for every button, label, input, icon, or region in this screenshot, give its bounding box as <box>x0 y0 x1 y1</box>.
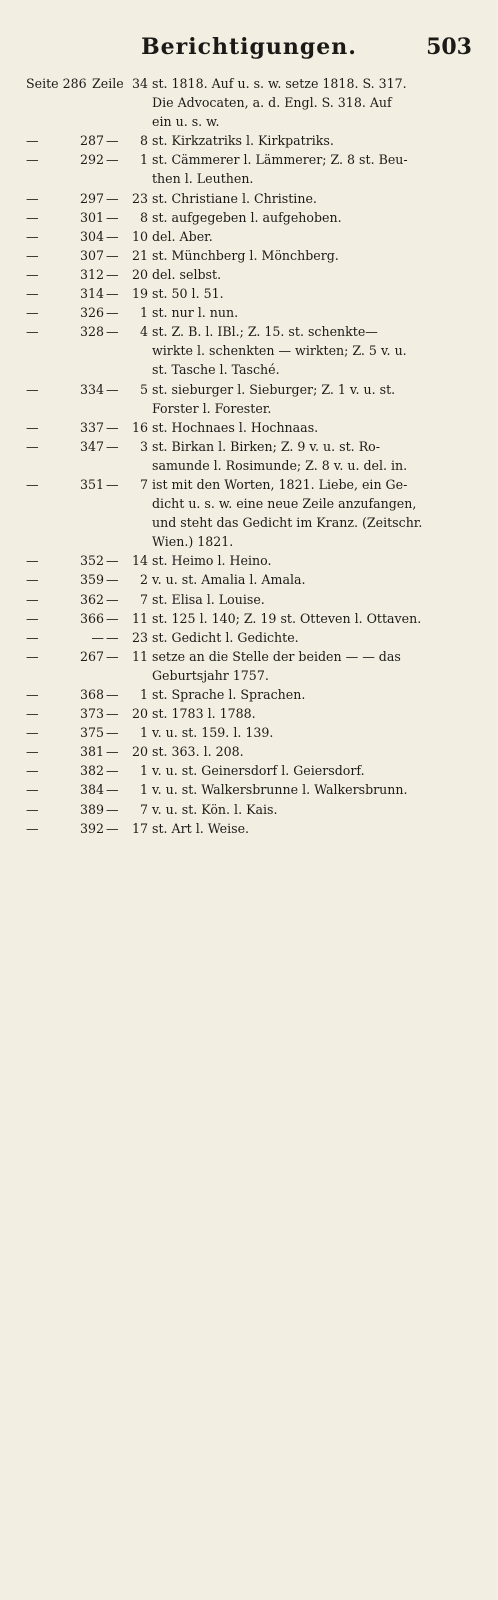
errata-entry <box>26 609 472 628</box>
correction-text <box>152 284 472 303</box>
line-number: 19 <box>131 286 148 302</box>
errata-entry <box>26 131 472 150</box>
page-reference: 368 <box>79 687 104 702</box>
entry-reference <box>26 647 148 666</box>
dash: — <box>26 801 38 817</box>
dash: — <box>26 744 38 760</box>
line-number: 23 <box>131 629 148 645</box>
dash: — <box>106 438 118 454</box>
dash: — <box>106 591 118 607</box>
dash: — <box>26 381 38 397</box>
errata-entry <box>26 819 472 838</box>
dash: — <box>26 266 38 282</box>
correction-line: st. 1783 l. 1788. <box>152 706 256 722</box>
entry-reference <box>26 761 148 780</box>
page-reference: 382 <box>79 763 104 779</box>
correction-text <box>152 551 472 570</box>
entry-reference <box>26 819 148 838</box>
dash: — <box>26 782 38 798</box>
correction-text <box>152 380 472 418</box>
page-reference: 328 <box>79 324 104 340</box>
correction-line: st. 50 l. 51. <box>152 286 224 302</box>
page-reference: 287 <box>79 133 104 149</box>
correction-line: v. u. st. Amalia l. Amala. <box>152 572 306 588</box>
dash: — <box>106 782 118 798</box>
correction-text <box>152 74 472 131</box>
dash: — <box>26 553 38 569</box>
entry-reference <box>26 208 148 227</box>
line-number: 11 <box>131 648 148 664</box>
dash: — <box>26 286 38 302</box>
line-number: 8 <box>139 133 148 149</box>
errata-entry <box>26 704 472 723</box>
entry-reference <box>26 246 148 265</box>
entry-reference <box>26 570 148 589</box>
line-number: 20 <box>131 706 148 722</box>
entry-reference <box>26 418 148 437</box>
correction-line: st. 1818. Auf u. s. w. setze 1818. S. 317. <box>152 76 407 91</box>
line-number: 17 <box>131 820 148 836</box>
correction-text <box>152 418 472 437</box>
dash: — <box>106 381 118 397</box>
correction-line: st. Heimo l. Heino. <box>152 553 272 569</box>
correction-line: del. selbst. <box>152 266 222 282</box>
entry-reference <box>26 322 148 341</box>
correction-line: st. sieburger l. Sieburger; Z. 1 v. u. st. <box>152 381 396 397</box>
dash: — <box>106 476 118 492</box>
correction-text <box>152 265 472 284</box>
correction-line: st. Z. B. l. IBl.; Z. 15. st. schenkte— <box>152 324 378 340</box>
dash: — <box>26 648 38 664</box>
correction-line: st. Tasche l. Tasché. <box>152 362 280 378</box>
line-number: 7 <box>139 591 148 607</box>
errata-entry <box>26 570 472 589</box>
correction-text <box>152 322 472 379</box>
dash: — <box>106 725 118 741</box>
dash: — <box>26 133 38 149</box>
entry-reference <box>26 780 148 799</box>
correction-text <box>152 742 472 761</box>
correction-line: Die Advocaten, a. d. Engl. S. 318. Auf <box>152 95 392 111</box>
dash: — <box>26 152 38 168</box>
correction-text <box>152 647 472 685</box>
errata-entry <box>26 761 472 780</box>
correction-line: st. Gedicht l. Gedichte. <box>152 629 299 645</box>
correction-text <box>152 723 472 742</box>
correction-line: Wien.) 1821. <box>152 534 234 550</box>
page-reference: 366 <box>79 610 104 626</box>
errata-entry <box>26 551 472 570</box>
correction-text <box>152 150 472 188</box>
correction-line: Forster l. Forester. <box>152 400 272 416</box>
line-number: 23 <box>131 190 148 206</box>
errata-entry <box>26 685 472 704</box>
line-number: 20 <box>131 266 148 282</box>
correction-text <box>152 819 472 838</box>
entry-reference <box>26 303 148 322</box>
page-reference: 334 <box>79 381 104 397</box>
correction-line: st. Art l. Weise. <box>152 820 250 836</box>
correction-line: st. aufgegeben l. aufgehoben. <box>152 209 342 225</box>
dash: — <box>106 266 118 282</box>
page-reference: 362 <box>79 591 104 607</box>
entry-reference <box>26 551 148 570</box>
dash: — <box>26 820 38 836</box>
entry-reference <box>26 284 148 303</box>
page-reference: 373 <box>79 706 104 722</box>
entry-reference <box>26 380 148 399</box>
correction-text <box>152 609 472 628</box>
zeile-label: Zeile <box>92 76 124 91</box>
dash: — <box>106 572 118 588</box>
errata-entry <box>26 475 472 551</box>
page-number: 503 <box>426 34 472 60</box>
errata-entry <box>26 189 472 208</box>
correction-text <box>152 800 472 819</box>
dash: — <box>106 247 118 263</box>
correction-text <box>152 303 472 322</box>
page-reference: 352 <box>79 553 104 569</box>
correction-line: wirkte l. schenkten — wirkten; Z. 5 v. u. <box>152 343 407 359</box>
errata-entry <box>26 284 472 303</box>
dash: — <box>26 209 38 225</box>
line-number: 7 <box>139 476 148 492</box>
dash: — <box>106 553 118 569</box>
dash: — <box>26 324 38 340</box>
correction-line: st. 363. l. 208. <box>152 744 244 760</box>
page-reference: 351 <box>79 476 104 492</box>
correction-text <box>152 437 472 475</box>
line-number: 2 <box>139 572 148 588</box>
page-reference: 292 <box>79 152 104 168</box>
correction-line: st. 125 l. 140; Z. 19 st. Otteven l. Ottaven. <box>152 610 422 626</box>
correction-text <box>152 628 472 647</box>
entry-reference <box>26 800 148 819</box>
line-number: 1 <box>139 782 148 798</box>
dash: — <box>106 228 118 244</box>
errata-entry <box>26 647 472 685</box>
line-number: 1 <box>139 763 148 779</box>
dash: — <box>26 476 38 492</box>
page-reference: 337 <box>79 419 104 435</box>
correction-line: v. u. st. Kön. l. Kais. <box>152 801 278 817</box>
page-reference: 375 <box>79 725 104 741</box>
entry-reference <box>26 475 148 494</box>
entry-reference <box>26 723 148 742</box>
line-number: 8 <box>139 209 148 225</box>
entry-reference <box>26 685 148 704</box>
errata-entry <box>26 380 472 418</box>
page-reference: 312 <box>79 266 104 282</box>
dash: — <box>26 228 38 244</box>
dash: — <box>106 610 118 626</box>
entry-reference <box>26 131 148 150</box>
entry-reference <box>26 265 148 284</box>
correction-text <box>152 227 472 246</box>
page-reference: 359 <box>79 572 104 588</box>
dash: — <box>106 744 118 760</box>
dash: — <box>26 725 38 741</box>
dash: — <box>106 133 118 149</box>
errata-entry <box>26 74 472 131</box>
page-title: Berichtigungen. <box>141 34 357 60</box>
page-reference: 389 <box>79 801 104 817</box>
correction-line: v. u. st. Geinersdorf l. Geiersdorf. <box>152 763 365 779</box>
page-reference: 326 <box>79 305 104 321</box>
correction-line: del. Aber. <box>152 228 213 244</box>
dash: — <box>106 687 118 702</box>
line-number: 11 <box>131 610 148 626</box>
entry-reference <box>26 437 148 456</box>
correction-text <box>152 590 472 609</box>
correction-line: setze an die Stelle der beiden — — das <box>152 648 401 664</box>
line-number: 10 <box>131 228 148 244</box>
page-reference: 384 <box>79 782 104 798</box>
correction-line: ist mit den Worten, 1821. Liebe, ein Ge- <box>152 476 408 492</box>
page-reference: 297 <box>79 190 104 206</box>
page-header <box>0 34 498 64</box>
line-number: 16 <box>131 419 148 435</box>
errata-entry <box>26 322 472 379</box>
line-number: 20 <box>131 744 148 760</box>
line-number: 21 <box>131 247 148 263</box>
dash: — <box>106 801 118 817</box>
dash: — <box>26 438 38 454</box>
line-number: 1 <box>139 305 148 321</box>
dash: — <box>106 763 118 779</box>
dash: — <box>26 305 38 321</box>
entry-reference <box>26 704 148 723</box>
line-number: 14 <box>131 553 148 569</box>
correction-text <box>152 704 472 723</box>
correction-text <box>152 570 472 589</box>
dash: — <box>106 648 118 664</box>
line-number: 4 <box>139 324 148 340</box>
correction-line: und steht das Gedicht im Kranz. (Zeitschr. <box>152 515 423 531</box>
page-reference: — <box>91 629 104 645</box>
entry-reference <box>26 590 148 609</box>
page-reference: 392 <box>79 820 104 836</box>
dash: — <box>26 706 38 722</box>
correction-line: samunde l. Rosimunde; Z. 8 v. u. del. in. <box>152 457 408 473</box>
dash: — <box>106 820 118 836</box>
correction-line: dicht u. s. w. eine neue Zeile anzufangen, <box>152 496 417 512</box>
errata-entry <box>26 418 472 437</box>
page-reference: 307 <box>79 247 104 263</box>
errata-entry <box>26 800 472 819</box>
dash: — <box>106 209 118 225</box>
errata-list <box>26 74 472 838</box>
errata-entry <box>26 227 472 246</box>
dash: — <box>106 706 118 722</box>
errata-entry <box>26 246 472 265</box>
correction-line: v. u. st. Walkersbrunne l. Walkersbrunn. <box>152 782 408 798</box>
page-reference: 301 <box>79 209 104 225</box>
correction-line: ein u. s. w. <box>152 114 220 130</box>
entry-reference <box>26 628 148 647</box>
page-reference: 381 <box>79 744 104 760</box>
correction-text <box>152 685 472 704</box>
errata-entry <box>26 628 472 647</box>
dash: — <box>26 247 38 263</box>
dash: — <box>26 610 38 626</box>
dash: — <box>106 152 118 168</box>
entry-reference <box>26 74 148 93</box>
line-number: 1 <box>139 152 148 168</box>
dash: — <box>26 572 38 588</box>
seite-label: Seite 286 <box>26 76 87 91</box>
errata-entry <box>26 303 472 322</box>
errata-entry <box>26 780 472 799</box>
line-number: 5 <box>139 381 148 397</box>
correction-line: Geburtsjahr 1757. <box>152 667 269 683</box>
correction-text <box>152 780 472 799</box>
correction-text <box>152 208 472 227</box>
dash: — <box>106 305 118 321</box>
correction-line: st. Elisa l. Louise. <box>152 591 265 607</box>
errata-entry <box>26 590 472 609</box>
correction-line: st. Birkan l. Birken; Z. 9 v. u. st. Ro- <box>152 438 381 454</box>
entry-reference <box>26 609 148 628</box>
dash: — <box>106 286 118 302</box>
line-number: 1 <box>139 687 148 702</box>
errata-entry <box>26 437 472 475</box>
dash: — <box>26 190 38 206</box>
correction-line: st. Christiane l. Christine. <box>152 190 317 206</box>
correction-line: st. Hochnaes l. Hochnaas. <box>152 419 319 435</box>
dash: — <box>26 763 38 779</box>
dash: — <box>106 419 118 435</box>
correction-text <box>152 131 472 150</box>
correction-line: st. Münchberg l. Mönchberg. <box>152 247 339 263</box>
errata-entry <box>26 723 472 742</box>
correction-line: st. Sprache l. Sprachen. <box>152 687 306 702</box>
dash: — <box>106 324 118 340</box>
line-number: 34 <box>131 76 148 91</box>
dash: — <box>26 419 38 435</box>
correction-text <box>152 761 472 780</box>
correction-line: st. nur l. nun. <box>152 305 239 321</box>
correction-line: v. u. st. 159. l. 139. <box>152 725 274 741</box>
errata-entry <box>26 150 472 188</box>
page-reference: 267 <box>79 648 104 664</box>
page-reference: 304 <box>79 228 104 244</box>
entry-reference <box>26 742 148 761</box>
line-number: 1 <box>139 725 148 741</box>
dash: — <box>26 687 38 702</box>
errata-entry <box>26 265 472 284</box>
correction-text <box>152 246 472 265</box>
dash: — <box>106 190 118 206</box>
correction-text <box>152 475 472 551</box>
correction-line: then l. Leuthen. <box>152 171 254 187</box>
page-reference: 347 <box>79 438 104 454</box>
correction-line: st. Kirkzatriks l. Kirkpatriks. <box>152 133 334 149</box>
line-number: 7 <box>139 801 148 817</box>
entry-reference <box>26 150 148 169</box>
errata-entry <box>26 742 472 761</box>
dash: — <box>26 591 38 607</box>
entry-reference <box>26 189 148 208</box>
entry-reference <box>26 227 148 246</box>
page-reference: 314 <box>79 286 104 302</box>
line-number: 3 <box>139 438 148 454</box>
dash: — <box>26 629 38 645</box>
dash: — <box>106 629 118 645</box>
errata-entry <box>26 208 472 227</box>
correction-line: st. Cämmerer l. Lämmerer; Z. 8 st. Beu- <box>152 152 408 168</box>
correction-text <box>152 189 472 208</box>
